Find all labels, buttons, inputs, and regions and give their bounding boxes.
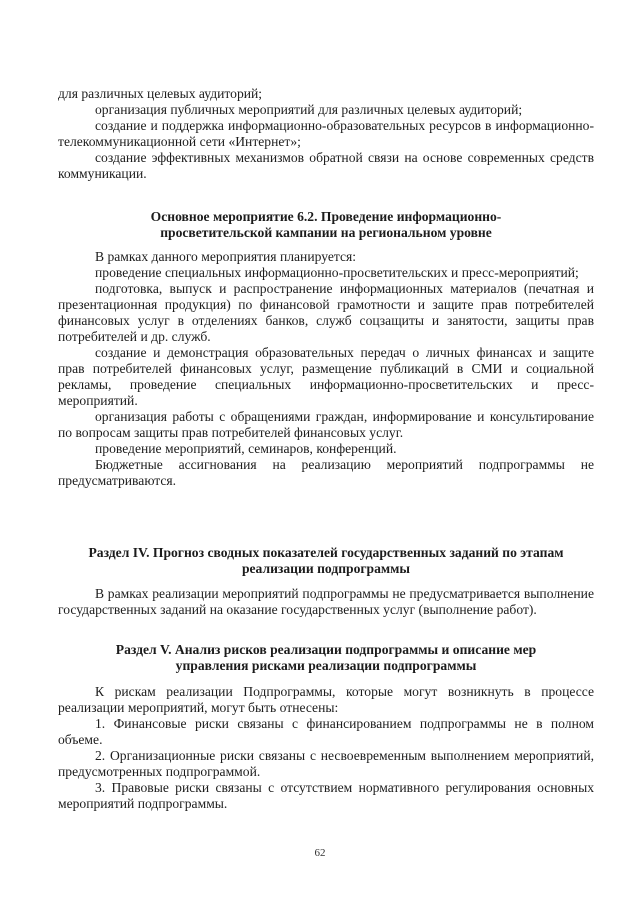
section-v [58, 642, 594, 674]
paragraph: 2. Организационные риски связаны с несвоевременным выполнением мероприятий, предусмотренных подпрограммой. [58, 748, 594, 779]
paragraph: 3. Правовые риски связаны с отсутствием нормативного регулирования основных мероприятий подпрограммы. [58, 780, 594, 811]
paragraph: подготовка, выпуск и распространение информационных материалов (печатная и презентационная продукция) по финансовой грамотности и защите прав потребителей финансовых услуг в отделениях банков, служб соцзащиты и занятости, защиты прав потребителей и др. служб. [58, 281, 594, 344]
section-6-2-body [58, 249, 594, 489]
paragraph: В рамках реализации мероприятий подпрограммы не предусматривается выполнение государственных заданий на оказание государственных услуг (выполнение работ). [58, 586, 594, 617]
list-line: организация публичных мероприятий для различных целевых аудиторий; [95, 102, 523, 117]
paragraph: организация работы с обращениями граждан, информирование и консультирование по вопросам защиты прав потребителей финансовых услуг. [58, 409, 594, 440]
section-v-body [58, 684, 594, 812]
page-number: 62 [314, 847, 326, 859]
section-heading: Основное мероприятие 6.2. Проведение информационно-просветительской кампании на региональном уровне [150, 209, 502, 240]
paragraph: К рискам реализации Подпрограммы, которые могут возникнуть в процессе реализации мероприятий, могут быть отнесены: [58, 684, 594, 715]
paragraph: создание и демонстрация образовательных передач о личных финансах и защите прав потребителей финансовых услуг, размещение публикаций в СМИ и социальной рекламы, проведение специальных информационно-просветительских и пресс-мероприятий. [58, 345, 594, 408]
paragraph: проведение специальных информационно-просветительских и пресс-мероприятий; [95, 265, 579, 280]
section-6-2 [58, 209, 594, 241]
paragraph: проведение мероприятий, семинаров, конференций. [95, 441, 397, 456]
section-heading: Раздел IV. Прогноз сводных показателей государственных заданий по этапам реализации подпрограммы [88, 545, 564, 576]
list-line: для различных целевых аудиторий; [58, 86, 263, 101]
intro-list [58, 86, 594, 182]
section-heading: Раздел V. Анализ рисков реализации подпрограммы и описание мер управления рисками реализации подпрограммы [115, 642, 537, 673]
section-iv [58, 545, 594, 577]
list-line: создание и поддержка информационно-образовательных ресурсов в информационно-телекоммуникационной сети «Интернет»; [58, 118, 594, 149]
paragraph: Бюджетные ассигнования на реализацию мероприятий подпрограммы не предусматриваются. [58, 457, 594, 488]
list-line: создание эффективных механизмов обратной связи на основе современных средств коммуникации. [58, 150, 594, 181]
paragraph: 1. Финансовые риски связаны с финансированием подпрограммы не в полном объеме. [58, 716, 594, 747]
paragraph: В рамках данного мероприятия планируется: [95, 249, 357, 264]
section-iv-body [58, 586, 594, 618]
